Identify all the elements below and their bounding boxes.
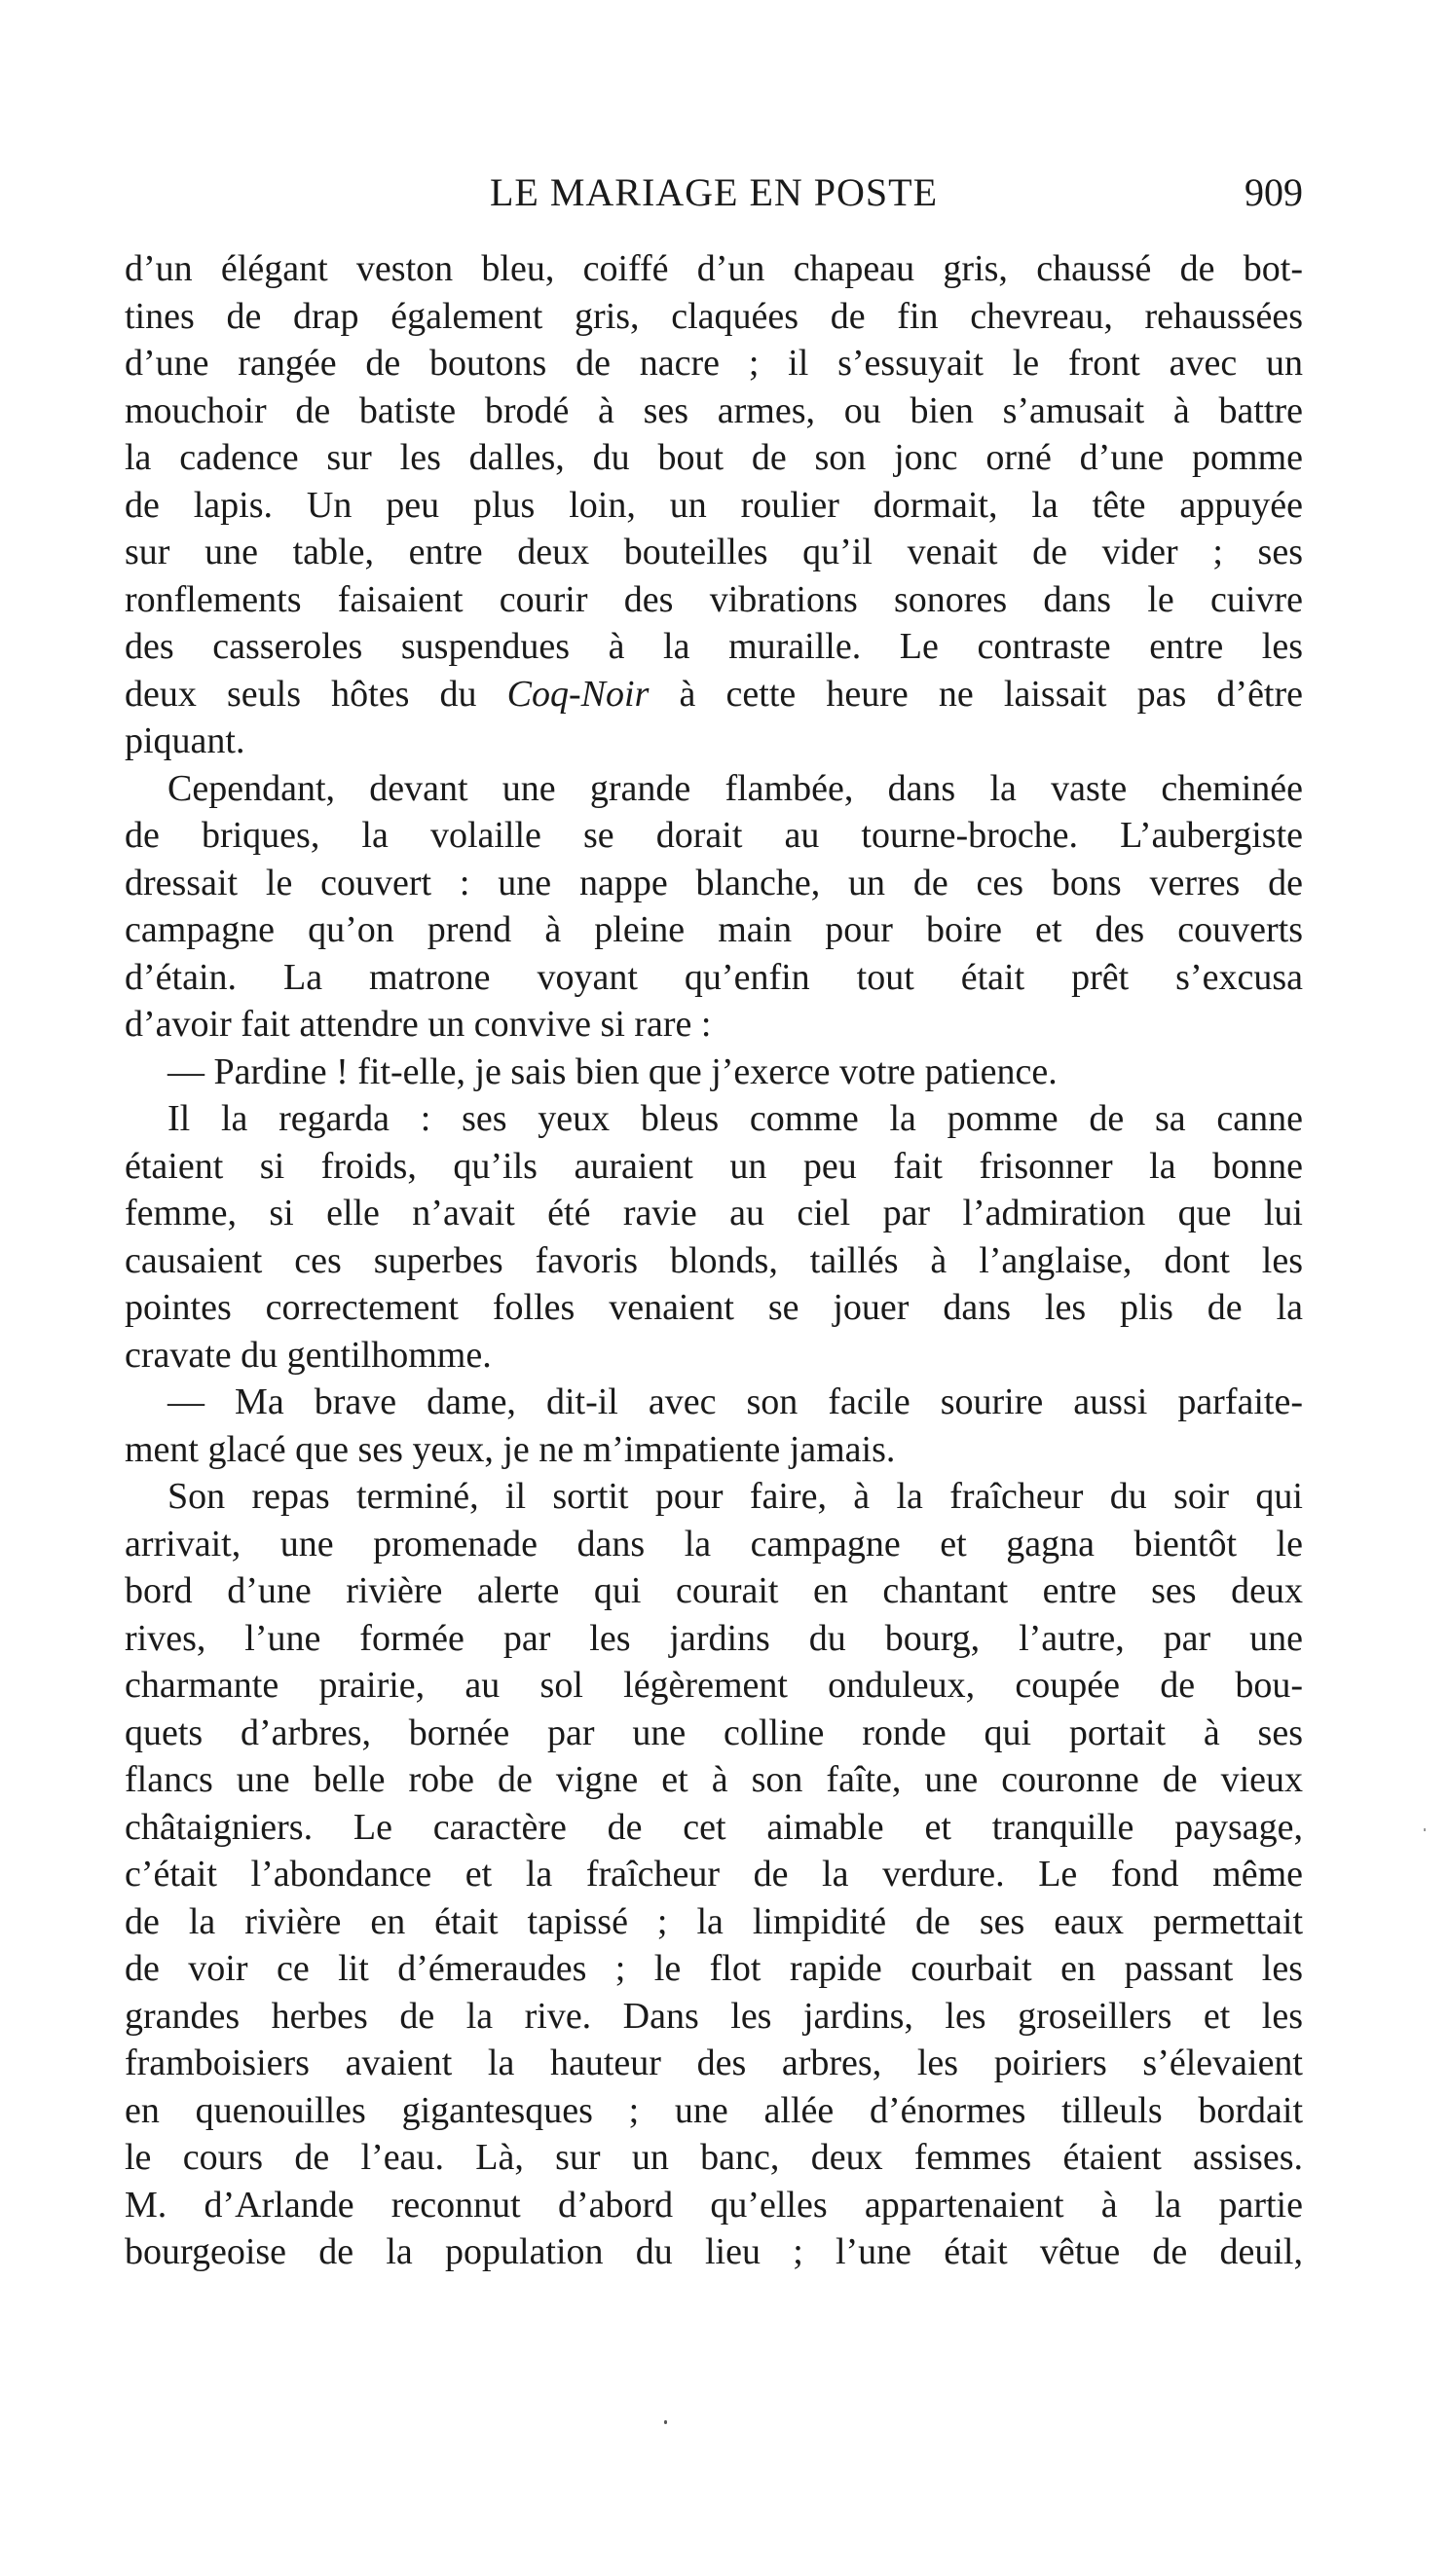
text-line: de voir ce lit d’émeraudes ; le flot rapide courbait en passant les: [125, 1948, 1303, 1989]
text-line: sur une table, entre deux bouteilles qu’il venait de vider ; ses: [125, 532, 1303, 572]
text-line: Son repas terminé, il sortit pour faire, à la fraîcheur du soir qui: [167, 1476, 1303, 1517]
text-line: d’étain. La matrone voyant qu’enfin tout était prêt s’excusa: [125, 956, 1303, 998]
text-line: piquant.: [125, 720, 245, 761]
text-line: en quenouilles gigantesques ; une allée d’énormes tilleuls bordait: [125, 2089, 1303, 2131]
text-line: étaient si froids, qu’ils auraient un peu fait frisonner la bonne: [125, 1145, 1303, 1187]
text-line: causaient ces superbes favoris blonds, taillés à l’anglaise, dont les: [125, 1239, 1303, 1281]
text-line: bord d’une rivière alerte qui courait en chantant entre ses deux: [125, 1570, 1303, 1611]
text-line: rives, l’une formée par les jardins du bourg, l’autre, par une: [125, 1617, 1303, 1659]
text-line: tines de drap également gris, claquées de fin chevreau, rehaussées: [125, 295, 1303, 337]
text-line: deux seuls hôtes du Coq-Noir à cette heure ne laissait pas d’être: [125, 673, 1304, 715]
text-line: de briques, la volaille se dorait au tourne-broche. L’aubergiste: [125, 815, 1303, 856]
text-line: châtaigniers. Le caractère de cet aimable et tranquille paysage,: [125, 1806, 1303, 1848]
text-line: ment glacé que ses yeux, je ne m’impatiente jamais.: [125, 1428, 896, 1470]
text-line: ronflements faisaient courir des vibrations sonores dans le cuivre: [125, 578, 1303, 620]
text-line: Il la regarda : ses yeux bleus comme la pomme de sa canne: [167, 1098, 1303, 1139]
text-line: quets d’arbres, bornée par une colline ronde qui portait à ses: [125, 1711, 1303, 1753]
page-header: [125, 164, 1303, 222]
text-line: grandes herbes de la rive. Dans les jardins, les groseillers et les: [125, 1995, 1303, 2037]
ink-speck: [664, 2420, 667, 2424]
text-line: M. d’Arlande reconnut d’abord qu’elles appartenaient à la partie: [125, 2184, 1303, 2226]
text-line: flancs une belle robe de vigne et à son faîte, une couronne de vieux: [125, 1759, 1303, 1800]
text-line: de la rivière en était tapissé ; la limpidité de ses eaux permettait: [125, 1900, 1303, 1942]
text-line: femme, si elle n’avait été ravie au ciel par l’admiration que lui: [125, 1193, 1303, 1233]
text-line: campagne qu’on prend à pleine main pour boire et des couverts: [125, 909, 1303, 950]
text-line: dressait le couvert : une nappe blanche, un de ces bons verres de: [125, 862, 1303, 903]
text-line: arrivait, une promenade dans la campagne et gagna bientôt le: [125, 1523, 1303, 1564]
text-line: d’un élégant veston bleu, coiffé d’un chapeau gris, chaussé de bot-: [125, 248, 1303, 289]
running-title: LE MARIAGE EN POSTE: [489, 170, 939, 214]
page-number: 909: [1245, 170, 1303, 214]
text-line: d’avoir fait attendre un convive si rare :: [125, 1004, 712, 1045]
text-line: bourgeoise de la population du lieu ; l’une était vêtue de deuil,: [125, 2231, 1303, 2272]
text-line: la cadence sur les dalles, du bout de son jonc orné d’une pomme: [125, 437, 1303, 478]
text-line: c’était l’abondance et la fraîcheur de la verdure. Le fond même: [125, 1854, 1303, 1895]
ink-speck: [1424, 1828, 1426, 1831]
text-line: cravate du gentilhomme.: [125, 1334, 492, 1376]
text-line: charmante prairie, au sol légèrement onduleux, coupée de bou-: [125, 1665, 1303, 1706]
text-line: mouchoir de batiste brodé à ses armes, ou bien s’amusait à battre: [125, 389, 1303, 431]
text-line: — Ma brave dame, dit-il avec son facile sourire aussi parfaite-: [167, 1381, 1303, 1422]
body-text: [125, 245, 1303, 2276]
text-line: de lapis. Un peu plus loin, un roulier dormait, la tête appuyée: [125, 484, 1303, 526]
text-line: pointes correctement folles venaient se jouer dans les plis de la: [125, 1287, 1303, 1328]
text-line: d’une rangée de boutons de nacre ; il s’essuyait le front avec un: [125, 343, 1303, 384]
inn-name: Coq-Noir: [506, 673, 650, 715]
text-line: Cependant, devant une grande flambée, dans la vaste cheminée: [167, 767, 1303, 809]
text-line: framboisiers avaient la hauteur des arbres, les poiriers s’élevaient: [125, 2042, 1303, 2083]
text-line: le cours de l’eau. Là, sur un banc, deux femmes étaient assises.: [125, 2137, 1303, 2178]
text-line: des casseroles suspendues à la muraille. Le contraste entre les: [125, 626, 1303, 667]
text-line: — Pardine ! fit-elle, je sais bien que j’exerce votre patience.: [167, 1050, 1058, 1092]
